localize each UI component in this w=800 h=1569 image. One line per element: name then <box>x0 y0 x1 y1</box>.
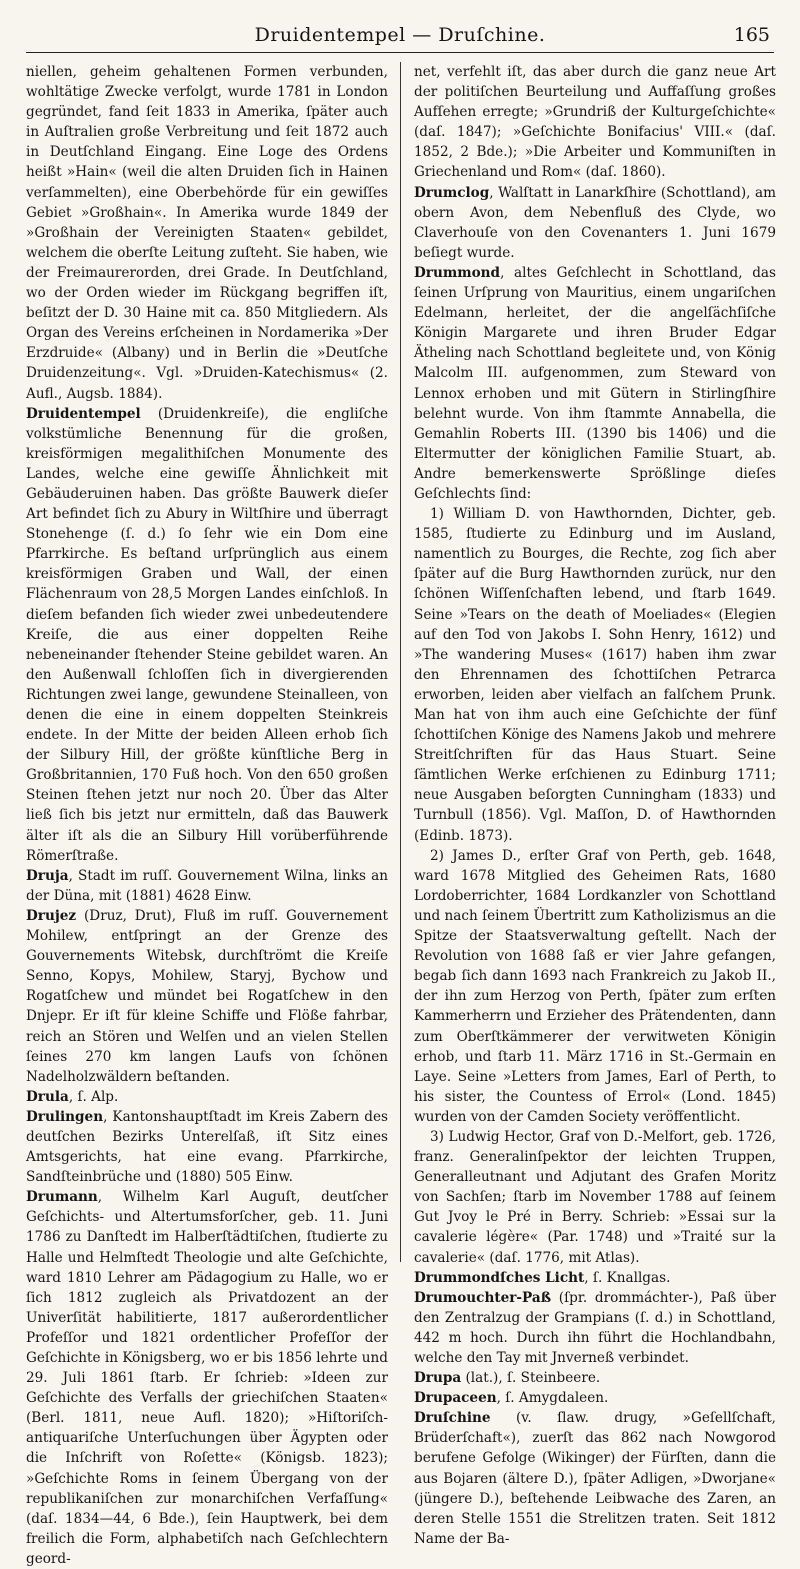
dictionary-entry <box>414 1268 776 1288</box>
page-number: 165 <box>733 24 770 46</box>
dictionary-entry <box>414 1388 776 1408</box>
dictionary-entry <box>26 1107 388 1187</box>
dictionary-entry <box>414 1368 776 1388</box>
dictionary-entry <box>414 1408 776 1549</box>
dictionary-entry <box>414 183 776 263</box>
entry-text: , ſ. Alp. <box>68 1088 119 1105</box>
headword: Drupa <box>414 1370 462 1387</box>
sub-entry <box>414 846 776 1127</box>
headword: Drummondſches Licht <box>414 1269 585 1286</box>
entry-text: niellen, geheim gehaltenen Formen verbunden, wohltätige Zwecke verfolgt, wurde 1781 in London gegründet, fand ſeit 1833 in Amerika, ſpäter auch in Auſtralien große Verbreitung und ſeit 1872 auch in Deutſchland Eingang. Eine Loge des Ordens heißt »Hain« (weil die alten Druiden ſich in Hainen verſammelten), eine Oberbehörde für ein gewiſſes Gebiet »Großhain«. In Amerika wurde 1849 der »Großhain der Vereinigten Staaten« gebildet, welchem die oberſte Leitung zuſteht. Sie haben, wie der Freimaurerorden, drei Grade. In Deutſchland, wo der Orden wieder im Rückgang begriffen iſt, beſitzt der D. 30 Haine mit ca. 850 Mitgliedern. Als Organ des Vereins erſcheinen in Nordamerika »Der Erzdruide« (Albany) und in Berlin die »Deutſche Druidenzeitung«. Vgl. »Druiden-Katechismus« (2. Aufl., Augsb. 1884). <box>26 64 388 402</box>
headword: Drumann <box>26 1189 98 1206</box>
entry-text: (v. ſlaw. drugy, »Geſellſchaft, Brüderſchaft«), zuerſt das 862 nach Nowgorod berufene Gefolge (Wikinger) der Fürſten, dann die aus Bojaren (ältere D.), ſpäter Adligen, »Dworjane« (jüngere D.), beſtehende Leibwache des Zaren, an deren Stelle 1551 die Strelitzen traten. Seit 1812 Name der Ba- <box>414 1410 776 1547</box>
entry-text: , Wilhelm Karl Auguſt, deutſcher Geſchichts- und Altertumsforſcher, geb. 11. Juni 1786 zu Danſtedt im Halberſtädtiſchen, ſtudierte zu Halle und Helmſtedt Theologie und alte Geſchichte, ward 1810 Lehrer am Pädagogium zu Halle, wo er ſich 1812 zugleich als Privatdozent an der Univerſität habilitierte, 1817 außerordentlicher Profeſſor und 1821 ordentlicher Profeſſor der Geſchichte in Königsberg, wo er bis 1856 lehrte und 29. Juli 1861 ſtarb. Er ſchrieb: »Ideen zur Geſchichte des Verfalls der griechiſchen Staaten« (Berl. 1811, neue Aufl. 1820); »Hiſtoriſch-antiquariſche Unterſuchungen über Ägypten oder die Inſchrift von Roſette« (Königsb. 1823); »Geſchichte Roms in ſeinem Übergang von der republikaniſchen zur monarchiſchen Verfaſſung« (daſ. 1834—44, 6 Bde.), ſein Hauptwerk, bei dem freilich die Form, alphabetiſch nach Geſchlechtern geord- <box>26 1189 388 1567</box>
dictionary-entry <box>414 263 776 504</box>
dictionary-entry <box>26 1187 388 1569</box>
entry-text: , Walſtatt in Lanarkſhire (Schottland), am obern Avon, dem Nebenfluß des Clyde, wo Claverhouſe von den Covenanters 1. Juni 1679 beſiegt wurde. <box>414 184 776 261</box>
headword: Drumclog <box>414 184 490 201</box>
entry-text: net, verfehlt iſt, das aber durch die ganz neue Art der politiſchen Beurteilung und Auffaſſung großes Aufſehen erregte; »Grundriß der Kulturgeſchichte« (daſ. 1847); »Geſchichte Bonifacius' VIII.« (daſ. 1852, 2 Bde.); »Die Arbeiter und Kommuniſten in Griechenland und Rom« (daſ. 1860). <box>414 64 776 181</box>
entry-text: , Kantonshauptſtadt im Kreis Zabern des deutſchen Bezirks Unterelſaß, iſt Sitz eines Amtsgerichts, hat eine evang. Pfarrkirche, Sandſteinbrüche und (1880) 505 Einw. <box>26 1108 388 1186</box>
entry-text: , Stadt im ruſſ. Gouvernement Wilna, links an der Düna, mit (1881) 4628 Einw. <box>26 867 388 904</box>
page-title: Druidentempel — Druſchine. <box>254 24 546 46</box>
headword: Druſchine <box>414 1410 491 1427</box>
entry-text: 1) William D. von Hawthornden, Dichter, geb. 1585, ſtudierte zu Edinburg und im Ausland, namentlich zu Bourges, die Rechte, zog ſich aber ſpäter auf die Burg Hawthornden zurück, nur den ſchönen Wiſſenſchaften lebend, und ſtarb 1649. Seine »Tears on the death of Moeliades« (Elegien auf den Tod von Jakobs I. Sohn Henry, 1612) und »The wandering Muses« (1617) haben ihm zwar den Ehrennamen des ſchottiſchen Petrarca erworben, leiden aber vielfach an falſchem Prunk. Man hat von ihm auch eine Geſchichte der fünf ſchottiſchen Könige des Namens Jakob und mehrere Streitſchriften für das Haus Stuart. Seine ſämtlichen Werke erſchienen zu Edinburg 1711; neue Ausgaben beſorgten Cunningham (1833) und Turnbull (1856). Vgl. Maſſon, D. of Hawthornden (Edinb. 1873). <box>414 506 776 844</box>
headword: Drujez <box>26 907 77 924</box>
headword: Drumouchter-Paß <box>414 1289 552 1306</box>
entry-text: , ſ. Knallgas. <box>584 1269 671 1286</box>
entry-text: (Druz, Drut), Fluß im ruſſ. Gouvernement Mohilew, entſpringt an der Grenze des Gouvernements Witebsk, durchſtrömt die Kreiſe Senno, Kopys, Mohilew, Staryj, Bychow und Rogatſchew und mündet bei Rogatſchew in den Dnjepr. Er iſt für kleine Schiffe und Flöße fahrbar, reich an Stören und Welſen und an vielen Stellen ſeines 270 km langen Laufs von ſchönen Nadelholzwäldern beſtanden. <box>26 907 388 1085</box>
entry-text: 3) Ludwig Hector, Graf von D.-Melfort, geb. 1726, franz. Generalinſpektor der leichten Truppen, Generalleutnant und Adjutant des Grafen Moritz von Sachſen; ſtarb im November 1788 auf ſeinem Gut Jvoy le Pré in Berry. Schrieb: »Essai sur la cavalerie légère« (Par. 1748) und »Traité sur la cavalerie« (daſ. 1776, mit Atlas). <box>414 1128 776 1266</box>
dictionary-entry <box>26 866 388 906</box>
dictionary-entry <box>414 1288 776 1368</box>
right-column <box>414 62 776 1547</box>
sub-entry <box>414 1127 776 1268</box>
entry-text: (ſpr. drommáchter-), Paß über den Zentralzug der Grampians (ſ. d.) in Schottland, 442 m hoch. Durch ihn führt die Hochlandbahn, welche den Tay mit Jnverneß verbindet. <box>414 1289 776 1366</box>
dictionary-entry <box>26 1087 388 1107</box>
headword: Drummond <box>414 264 501 281</box>
entry-text: (lat.), ſ. Steinbeere. <box>461 1370 601 1387</box>
headword: Druidentempel <box>26 405 141 422</box>
left-column <box>26 62 388 1567</box>
headword: Drulingen <box>26 1108 104 1125</box>
continued-entry <box>26 62 388 404</box>
dictionary-entry <box>26 404 388 866</box>
sub-entry <box>414 504 776 846</box>
dictionary-entry <box>26 906 388 1087</box>
headword: Drupaceen <box>414 1390 497 1407</box>
continued-entry <box>414 62 776 183</box>
headword: Drula <box>26 1088 69 1105</box>
entry-text: , altes Geſchlecht in Schottland, das ſeinen Urſprung von Mauritius, einem ungariſchen Edelmann, herleitet, der die angelſächſiſche Königin Margarete und ihren Bruder Edgar Ätheling nach Schottland begleitete und, von König Malcolm III. aufgenommen, zum Steward von Lennox erhoben und mit Gütern in Stirlingſhire belehnt wurde. Von ihm ſtammte Annabella, die Gemahlin Roberts III. (1390 bis 1406) und die Eltermutter der königlichen Familie Stuart, ab. Andre bemerkenswerte Sprößlinge dieſes Geſchlechts ſind: <box>414 264 776 502</box>
entry-text: (Druidenkreiſe), die engliſche volkstümliche Benennung für die großen, kreisförmigen megalithiſchen Monumente des Landes, welche eine gewiſſe Ähnlichkeit mit Gebäuderuinen haben. Das größte Bauwerk dieſer Art befindet ſich zu Abury in Wiltſhire und überragt Stonehenge (ſ. d.) ſo ſehr wie ein Dom eine Pfarrkirche. Es beſtand urſprünglich aus einem kreisförmigen Graben und Wall, der einen Flächenraum von 28,5 Morgen Landes einſchloß. In dieſem befanden ſich wieder zwei unbedeutendere Kreiſe, die aus einer doppelten Reihe nebeneinander ſtehender Steine gebildet waren. An den Außenwall ſchloſſen ſich in divergierenden Richtungen zwei lange, gewundene Steinalleen, von denen die eine in einem doppelten Steinkreis endete. In der Mitte der beiden Alleen erhob ſich der Silbury Hill, der größte künſtliche Berg in Großbritannien, 170 Fuß hoch. Von den 650 großen Steinen ſtehen jetzt nur noch 20. Über das Alter ließ ſich bis jetzt nur ermitteln, daß das Bauwerk älter iſt als die an Silbury Hill vorüberführende Römerſtraße. <box>26 405 388 864</box>
entry-text: , ſ. Amygdaleen. <box>496 1390 609 1407</box>
page-header <box>26 22 774 53</box>
headword: Druja <box>26 867 69 884</box>
entry-text: 2) James D., erſter Graf von Perth, geb. 1648, ward 1678 Mitglied des Geheimen Rats, 1680 Lordoberrichter, 1684 Lordkanzler von Schottland und nach ſeinem Übertritt zum Katholizismus an die Spitze der Staatsverwaltung geſtellt. Nach der Revolution von 1688 ſaß er vier Jahre gefangen, begab ſich dann 1693 nach Frankreich zu Jakob II., der ihn zum Herzog von Perth, ſpäter zum erſten Kammerherrn und Erzieher des Prätendenten, dann zum Oberſtkämmerer der verwitweten Königin erhob, und ſtarb 11. März 1716 in St.-Germain en Laye. Seine »Letters from James, Earl of Perth, to his sister, the Countess of Errol« (Lond. 1845) wurden von der Camden Society veröffentlicht. <box>414 847 776 1125</box>
column-divider <box>400 62 401 1262</box>
